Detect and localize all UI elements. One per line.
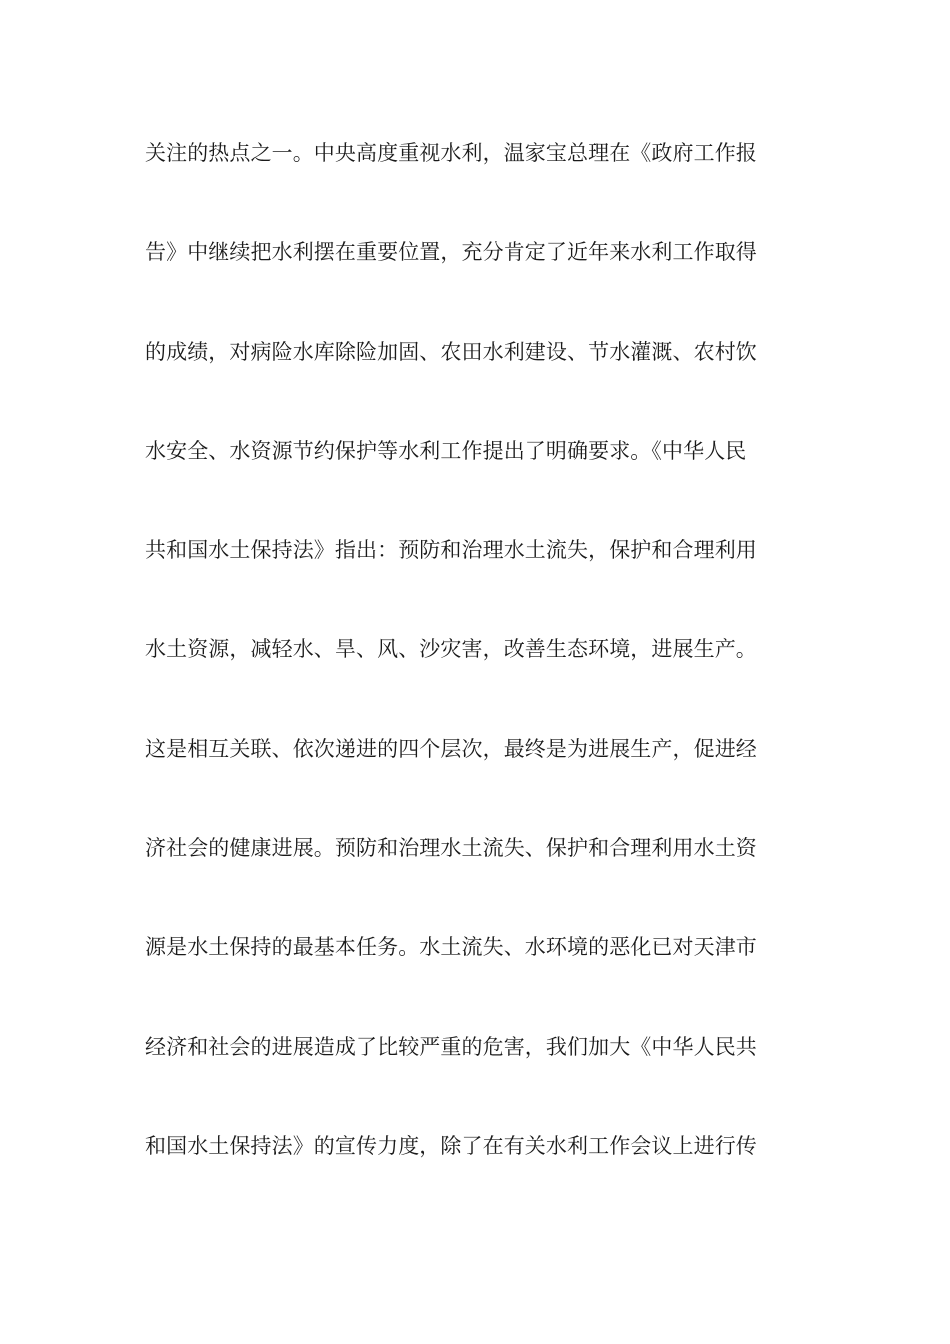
text-line: 共和国水土保持法》指出：预防和治理水土流失，保护和合理利用	[145, 538, 757, 563]
text-line: 源是水土保持的最基本任务。水土流失、水环境的恶化已对天津市	[145, 935, 757, 960]
text-line: 的成绩，对病险水库除险加固、农田水利建设、节水灌溉、农村饮	[145, 339, 757, 364]
text-line: 告》中继续把水利摆在重要位置，充分肯定了近年来水利工作取得	[145, 240, 757, 265]
text-line: 水土资源，减轻水、旱、风、沙灾害，改善生态环境，进展生产。	[145, 637, 757, 662]
text-line: 和国水土保持法》的宣传力度，除了在有关水利工作会议上进行传	[145, 1133, 757, 1158]
text-line: 经济和社会的进展造成了比较严重的危害，我们加大《中华人民共	[145, 1034, 757, 1059]
text-line: 济社会的健康进展。预防和治理水土流失、保护和合理利用水土资	[145, 836, 757, 861]
text-line: 水安全、水资源节约保护等水利工作提出了明确要求。《中华人民	[145, 438, 747, 463]
text-line: 关注的热点之一。中央高度重视水利，温家宝总理在《政府工作报	[145, 141, 757, 165]
text-line: 这是相互关联、依次递进的四个层次，最终是为进展生产，促进经	[145, 736, 757, 761]
body-text	[145, 126, 815, 1218]
